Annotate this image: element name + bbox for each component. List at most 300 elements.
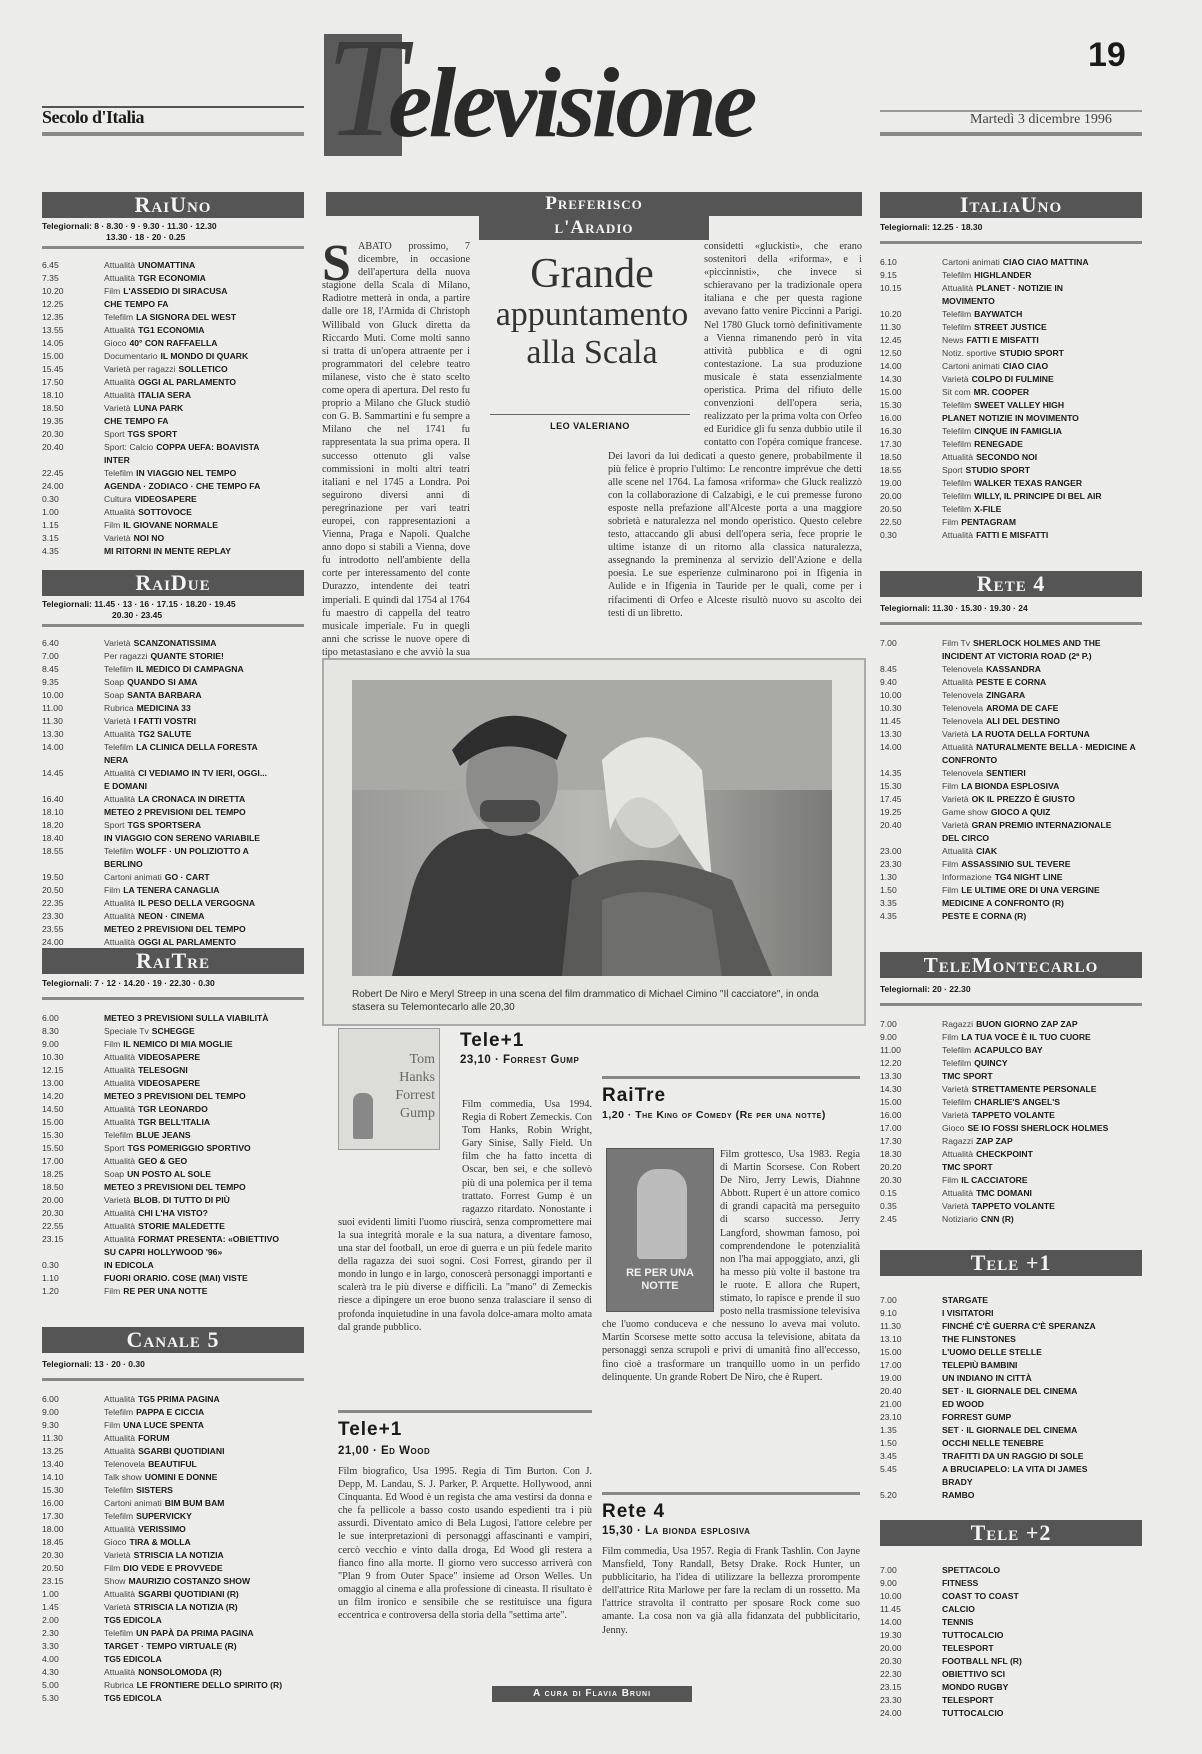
schedule-row [42,858,304,871]
program-time: 12.50 [880,348,902,358]
program-title: TG2 SALUTE [138,729,192,739]
program-title: LA TENERA CANAGLIA [123,885,220,895]
program-title: X-FILE [974,504,1002,514]
schedule-row [880,1018,1142,1031]
schedule-row [42,402,304,415]
schedule-list [880,1018,1142,1226]
program-genre: Varietà [104,1195,131,1205]
schedule-row [42,1640,304,1653]
program-genre: Varietà [942,1110,969,1120]
program-time: 3.30 [42,1641,59,1651]
program-title: GRAN PREMIO INTERNAZIONALE [971,820,1112,830]
channel-title: RaiDue [42,570,304,596]
program-genre: Attualità [104,1589,136,1599]
schedule-row [42,1207,304,1220]
program-title: TUTTOCALCIO [942,1630,1004,1640]
program-time: 14.20 [42,1091,64,1101]
program-title: TG5 EDICOLA [104,1693,162,1703]
program-title: BLOB. DI TUTTO DI PIÙ [133,1195,230,1205]
program-title: MEDICINE A CONFRONTO (R) [942,898,1064,908]
program-title: CHARLIE'S ANGEL'S [974,1097,1061,1107]
program-genre: Telenovela [942,768,984,778]
schedule-row [880,1148,1142,1161]
program-time: 24.00 [42,481,64,491]
schedule-row [880,1187,1142,1200]
program-title: DIO VEDE E PROVVEDE [123,1563,223,1573]
program-time: 17.50 [42,377,64,387]
schedule-row [880,910,1142,923]
program-time: 4.30 [42,1667,59,1677]
newscast-times: Telegiornali: 12.25 · 18.30 [880,222,983,232]
program-title: SCANZONATISSIMA [133,638,217,648]
program-time: 3.15 [42,533,59,543]
program-time: 10.30 [880,703,902,713]
program-time: 12.35 [42,312,64,322]
schedule-row [42,676,304,689]
program-genre: Attualità [104,1065,136,1075]
program-time: 1.45 [42,1602,59,1612]
program-title: MEDICINA 33 [136,703,191,713]
schedule-row [42,1012,304,1025]
program-title: FORUM [138,1433,170,1443]
schedule-row [42,545,304,558]
program-time: 1.20 [42,1286,59,1296]
schedule-row [42,1285,304,1298]
program-genre: Game show [942,807,988,817]
program-title: LE FRONTIERE DELLO SPIRITO (R) [136,1680,283,1690]
program-time: 3.35 [880,898,897,908]
schedule-row [42,467,304,480]
schedule-row [42,1419,304,1432]
program-title: ACAPULCO BAY [974,1045,1043,1055]
program-title: LA CLINICA DELLA FORESTA [136,742,258,752]
program-time: 18.20 [42,820,64,830]
program-time: 14.00 [880,361,902,371]
schedule-row [42,884,304,897]
program-title: ITALIA SERA [138,390,192,400]
schedule-row [880,1083,1142,1096]
schedule-row [42,1471,304,1484]
schedule-row [42,754,304,767]
program-time: 18.30 [880,1149,902,1159]
schedule-row [42,871,304,884]
schedule-row [880,1489,1142,1502]
channel-tele1 [880,1250,1142,1502]
schedule-row [880,819,1142,832]
program-title: TMC DOMANI [976,1188,1032,1198]
schedule-row [880,1577,1142,1590]
photo [352,680,832,976]
program-time: 9.15 [880,270,897,280]
program-title: E DOMANI [104,781,147,791]
program-genre: Telefilm [942,1058,972,1068]
schedule-row [880,1424,1142,1437]
schedule-row [42,1679,304,1692]
channel-italiauno [880,192,1142,542]
schedule-row [42,532,304,545]
program-time: 15.00 [42,351,64,361]
schedule-row [880,321,1142,334]
schedule-row [42,389,304,402]
schedule-row [880,256,1142,269]
program-time: 5.20 [880,1490,897,1500]
program-title: FORMAT PRESENTA: «OBIETTIVO [138,1234,280,1244]
schedule-row [880,1213,1142,1226]
program-title: WOLFF · UN POLIZIOTTO A [136,846,249,856]
program-time: 11.45 [880,1604,901,1614]
program-title: OBIETTIVO SCI [942,1669,1006,1679]
schedule-row [880,806,1142,819]
program-genre: Film [942,1032,959,1042]
review-channel: Rete 4 [602,1501,666,1522]
program-time: 6.00 [42,1013,59,1023]
program-title: ZINGARA [986,690,1026,700]
program-time: 22.55 [42,1221,64,1231]
program-title: CINQUE IN FAMIGLIA [974,426,1062,436]
program-time: 7.00 [880,1019,897,1029]
schedule-row [880,1564,1142,1577]
program-time: 15.45 [42,364,64,374]
program-time: 11.45 [880,716,901,726]
schedule-row [880,676,1142,689]
program-title: INTER [104,455,130,465]
program-genre: Telefilm [942,504,972,514]
review-time-title: 15,30 · La bionda esplosiva [602,1525,751,1537]
review-forrest-gump-body: Film commedia, Usa 1994. Regia di Robert Zemeckis. Con Tom Hanks, Robin Wright, Gary Sinise, Sally Field. Un film che ha fatto incetta di Oscar, ben sei, e che sollevò più di una polemica per il tema trattato. Forrest Gump è un ragazzo ritardato. Nonostante i suoi evidenti limiti l'uomo riuscirà, senza compromettere mai la sua integrità morale e la sua natura, a diventare famoso, una star del football, un eroe di guerra e un più fedele marito della ragazza dei suoi sogni. Così Forrest, girando per il mondo in lungo e in largo, conoscerà personaggi importanti e scalerà tra le più diverse e difficili. La "mano" di Zemeckis riesce a dipingere un eroe buono senza tralasciare il senso di profonda inquietudine in una favola dolce-amara molto amata dal grande pubblico. [338,1099,592,1333]
program-title: OGGI AL PARLAMENTO [138,937,237,947]
schedule-row [880,399,1142,412]
program-time: 18.10 [42,390,64,400]
program-title: TAPPETO VOLANTE [971,1110,1055,1120]
program-time: 12.15 [42,1065,64,1075]
program-genre: Telefilm [104,468,134,478]
program-title: MAURIZIO COSTANZO SHOW [128,1576,251,1586]
program-title: MI RITORNI IN MENTE REPLAY [104,546,232,556]
program-time: 10.30 [42,1052,64,1062]
program-title: TG5 EDICOLA [104,1654,162,1664]
schedule-row [880,477,1142,490]
program-genre: Varietà [104,716,131,726]
program-time: 1.15 [42,520,59,530]
program-time: 15.00 [880,1347,902,1357]
kicker-line-1: Preferisco [326,192,862,216]
channel-title: ItaliaUno [880,192,1142,218]
program-genre: Attualità [104,1156,136,1166]
schedule-row [42,1458,304,1471]
poster-text: Tom Hanks Forrest Gump [395,1052,435,1121]
program-title: METEO 3 PREVISIONI DEL TEMPO [104,1182,246,1192]
program-title: SGARBI QUOTIDIANI (R) [138,1589,239,1599]
program-time: 4.35 [42,546,59,556]
program-time: 18.00 [42,1524,64,1534]
schedule-list [880,1294,1142,1502]
program-title: TELEPIÙ BAMBINI [942,1360,1018,1370]
schedule-row [42,324,304,337]
program-genre: Per ragazzi [104,651,148,661]
schedule-row [880,793,1142,806]
program-genre: Telefilm [942,400,972,410]
schedule-row [880,1642,1142,1655]
schedule-row [42,1445,304,1458]
program-time: 0.15 [880,1188,897,1198]
program-time: 16.00 [880,1110,902,1120]
program-genre: News [942,335,964,345]
schedule-row [42,428,304,441]
newscast-times: Telegiornali: 20 · 22.30 [880,984,971,994]
schedule-row [880,754,1142,767]
program-time: 10.20 [42,286,64,296]
program-time: 16.00 [880,413,902,423]
program-genre: Varietà [942,1201,969,1211]
program-title: FATTI E MISFATTI [966,335,1039,345]
program-genre: Telefilm [104,1485,134,1495]
program-title: GEO & GEO [138,1156,188,1166]
program-time: 10.15 [880,283,902,293]
schedule-row [42,1246,304,1259]
program-title: VIDEOSAPERE [138,1052,201,1062]
issue-date: Martedì 3 dicembre 1996 [970,112,1112,127]
schedule-row [42,910,304,923]
program-title: RENEGADE [974,439,1023,449]
schedule-row [880,728,1142,741]
program-time: 20.00 [880,491,902,501]
program-title: MOVIMENTO [942,296,995,306]
review-ed-wood [338,1410,592,1675]
program-time: 20.40 [880,1386,902,1396]
schedule-row [42,832,304,845]
program-time: 20.30 [42,1550,64,1560]
program-title: FUORI ORARIO. COSE (MAI) VISTE [104,1273,248,1283]
program-genre: Varietà [942,820,969,830]
program-genre: Attualità [104,1052,136,1062]
schedule-row [42,1220,304,1233]
program-title: IL GIOVANE NORMALE [123,520,218,530]
schedule-row [42,741,304,754]
program-time: 17.00 [42,1156,64,1166]
channel-title: RaiUno [42,192,304,218]
program-genre: Telefilm [942,322,972,332]
schedule-list [880,256,1142,542]
review-body [338,1098,592,1390]
schedule-row [42,1432,304,1445]
program-genre: Telefilm [942,1097,972,1107]
program-time: 8.30 [42,1026,59,1036]
program-time: 15.30 [880,400,902,410]
program-title: CNN (R) [980,1214,1014,1224]
channel-title: Canale 5 [42,1327,304,1353]
program-time: 7.00 [880,1295,897,1305]
program-genre: Attualità [104,377,136,387]
program-genre: Sport [104,820,125,830]
program-time: 23.15 [42,1576,64,1586]
program-genre: Telefilm [942,439,972,449]
program-time: 4.35 [880,911,897,921]
program-title: NONSOLOMODA (R) [138,1667,222,1677]
schedule-row [42,1103,304,1116]
program-genre: Attualità [104,1104,136,1114]
program-time: 18.40 [42,833,64,843]
program-time: 15.00 [42,1117,64,1127]
program-time: 23.30 [880,1695,902,1705]
schedule-list [42,1012,304,1298]
schedule-row [42,493,304,506]
program-genre: Attualità [942,742,974,752]
program-time: 10.20 [880,309,902,319]
schedule-row [880,1629,1142,1642]
program-title: CHI L'HA VISTO? [138,1208,208,1218]
review-time-title: 23,10 · Forrest Gump [460,1054,580,1066]
schedule-row [42,1575,304,1588]
program-time: 6.10 [880,257,897,267]
program-time: 15.00 [880,387,902,397]
program-time: 18.50 [880,452,902,462]
program-genre: Soap [104,677,125,687]
review-body [602,1148,860,1394]
schedule-row [42,1497,304,1510]
channel-canale5 [42,1327,304,1705]
program-title: VIDEOSAPERE [134,494,197,504]
masthead-rule-left-bottom [42,132,304,136]
schedule-row [42,1025,304,1038]
program-title: SET · IL GIORNALE DEL CINEMA [942,1425,1078,1435]
program-title: I FATTI VOSTRI [133,716,196,726]
schedule-row [42,1666,304,1679]
newscast-times: Telegiornali: 13 · 20 · 0.30 [42,1359,145,1369]
schedule-row [42,1233,304,1246]
newscast-times: Telegiornali: 8 · 8.30 · 9 · 9.30 · 11.30 · 12.30 [42,221,217,231]
program-genre: Film [942,517,959,527]
program-time: 13.10 [880,1334,902,1344]
program-title: IL NEMICO DI MIA MOGLIE [123,1039,233,1049]
program-genre: Sit com [942,387,971,397]
program-title: BIM BUM BAM [164,1498,225,1508]
program-genre: Telefilm [104,1628,134,1638]
schedule-row [42,259,304,272]
schedule-row [880,702,1142,715]
schedule-row [42,376,304,389]
program-time: 19.50 [42,872,64,882]
program-time: 13.30 [880,1071,902,1081]
program-title: TUTTOCALCIO [942,1708,1004,1718]
newscast-times-cont: 13.30 · 18 · 20 · 0.25 [106,232,186,242]
program-time: 17.00 [880,1360,902,1370]
program-genre: Telenovela [942,716,984,726]
program-title: BAYWATCH [974,309,1023,319]
schedule-row [42,415,304,428]
program-title: LA BIONDA ESPLOSIVA [961,781,1060,791]
program-time: 19.00 [880,1373,902,1383]
schedule-row [880,386,1142,399]
program-title: CHE TEMPO FA [104,416,169,426]
program-title: VERISSIMO [138,1524,186,1534]
divider [338,1410,592,1413]
program-title: TGR ECONOMIA [138,273,206,283]
program-title: TELESOGNI [138,1065,188,1075]
program-title: SOTTOVOCE [138,507,192,517]
schedule-row [880,1294,1142,1307]
schedule-row [880,1372,1142,1385]
program-genre: Varietà per ragazzi [104,364,176,374]
program-title: SHERLOCK HOLMES AND THE [973,638,1101,648]
program-genre: Attualità [104,390,136,400]
program-title: STRISCIA LA NOTIZIA (R) [133,1602,238,1612]
schedule-row [42,1588,304,1601]
program-title: SU CAPRI HOLLYWOOD '96» [104,1247,223,1257]
schedule-row [880,1681,1142,1694]
channel-raidue [42,570,304,949]
schedule-row [880,1590,1142,1603]
program-title: ASSASSINIO SUL TEVERE [961,859,1071,869]
program-time: 20.00 [42,1195,64,1205]
program-title: IN EDICOLA [104,1260,154,1270]
program-title: UN INDIANO IN CITTÀ [942,1373,1032,1383]
program-genre: Film [104,885,121,895]
program-genre: Telefilm [104,1511,134,1521]
program-title: TGS SPORT [127,429,178,439]
program-title: CIAO CIAO [1002,361,1049,371]
program-title: TG1 ECONOMIA [138,325,205,335]
program-time: 9.40 [880,677,897,687]
schedule-row [42,298,304,311]
program-time: 9.00 [42,1407,59,1417]
program-title: PLANET NOTIZIE IN MOVIMENTO [942,413,1079,423]
program-title: SWEET VALLEY HIGH [974,400,1065,410]
program-title: IN VIAGGIO NEL TEMPO [136,468,237,478]
program-title: WILLY, IL PRINCIPE DI BEL AIR [974,491,1102,501]
schedule-row [880,1359,1142,1372]
program-title: CIAO CIAO MATTINA [1002,257,1089,267]
program-time: 0.30 [42,494,59,504]
schedule-row [42,1272,304,1285]
program-genre: Cultura [104,494,132,504]
program-time: 23.30 [42,911,64,921]
schedule-row [880,1057,1142,1070]
program-time: 13.55 [42,325,64,335]
program-genre: Varietà [942,794,969,804]
program-title: UN POSTO AL SOLE [127,1169,211,1179]
program-time: 7.00 [880,1565,897,1575]
program-genre: Attualità [104,273,136,283]
program-time: 18.10 [42,807,64,817]
poster-text: RE PER UNA NOTTE [626,1267,694,1292]
program-title: SET · IL GIORNALE DEL CINEMA [942,1386,1078,1396]
program-title: SCHEGGE [151,1026,195,1036]
newscast-times: Telegiornali: 7 · 12 · 14.20 · 19 · 22.30 · 0.30 [42,978,215,988]
program-genre: Cartoni animati [104,1498,162,1508]
channel-title: Tele +2 [880,1520,1142,1546]
program-title: GIOCO A QUIZ [990,807,1051,817]
program-title: SE IO FOSSI SHERLOCK HOLMES [967,1123,1109,1133]
program-title: PENTAGRAM [961,517,1016,527]
program-title: UNA LUCE SPENTA [123,1420,204,1430]
program-genre: Film [942,885,959,895]
program-title: WALKER TEXAS RANGER [974,478,1083,488]
program-title: LE ULTIME ORE DI UNA VERGINE [961,885,1100,895]
schedule-row [42,1536,304,1549]
program-genre: Cartoni animati [942,257,1000,267]
schedule-row [880,1109,1142,1122]
schedule-row [42,702,304,715]
program-genre: Attualità [942,846,974,856]
schedule-row [42,806,304,819]
schedule-row [42,1393,304,1406]
program-time: 9.00 [42,1039,59,1049]
program-title: TAPPETO VOLANTE [971,1201,1055,1211]
program-time: 17.30 [880,1136,902,1146]
schedule-row [42,819,304,832]
program-genre: Attualità [104,1446,136,1456]
schedule-row [42,285,304,298]
